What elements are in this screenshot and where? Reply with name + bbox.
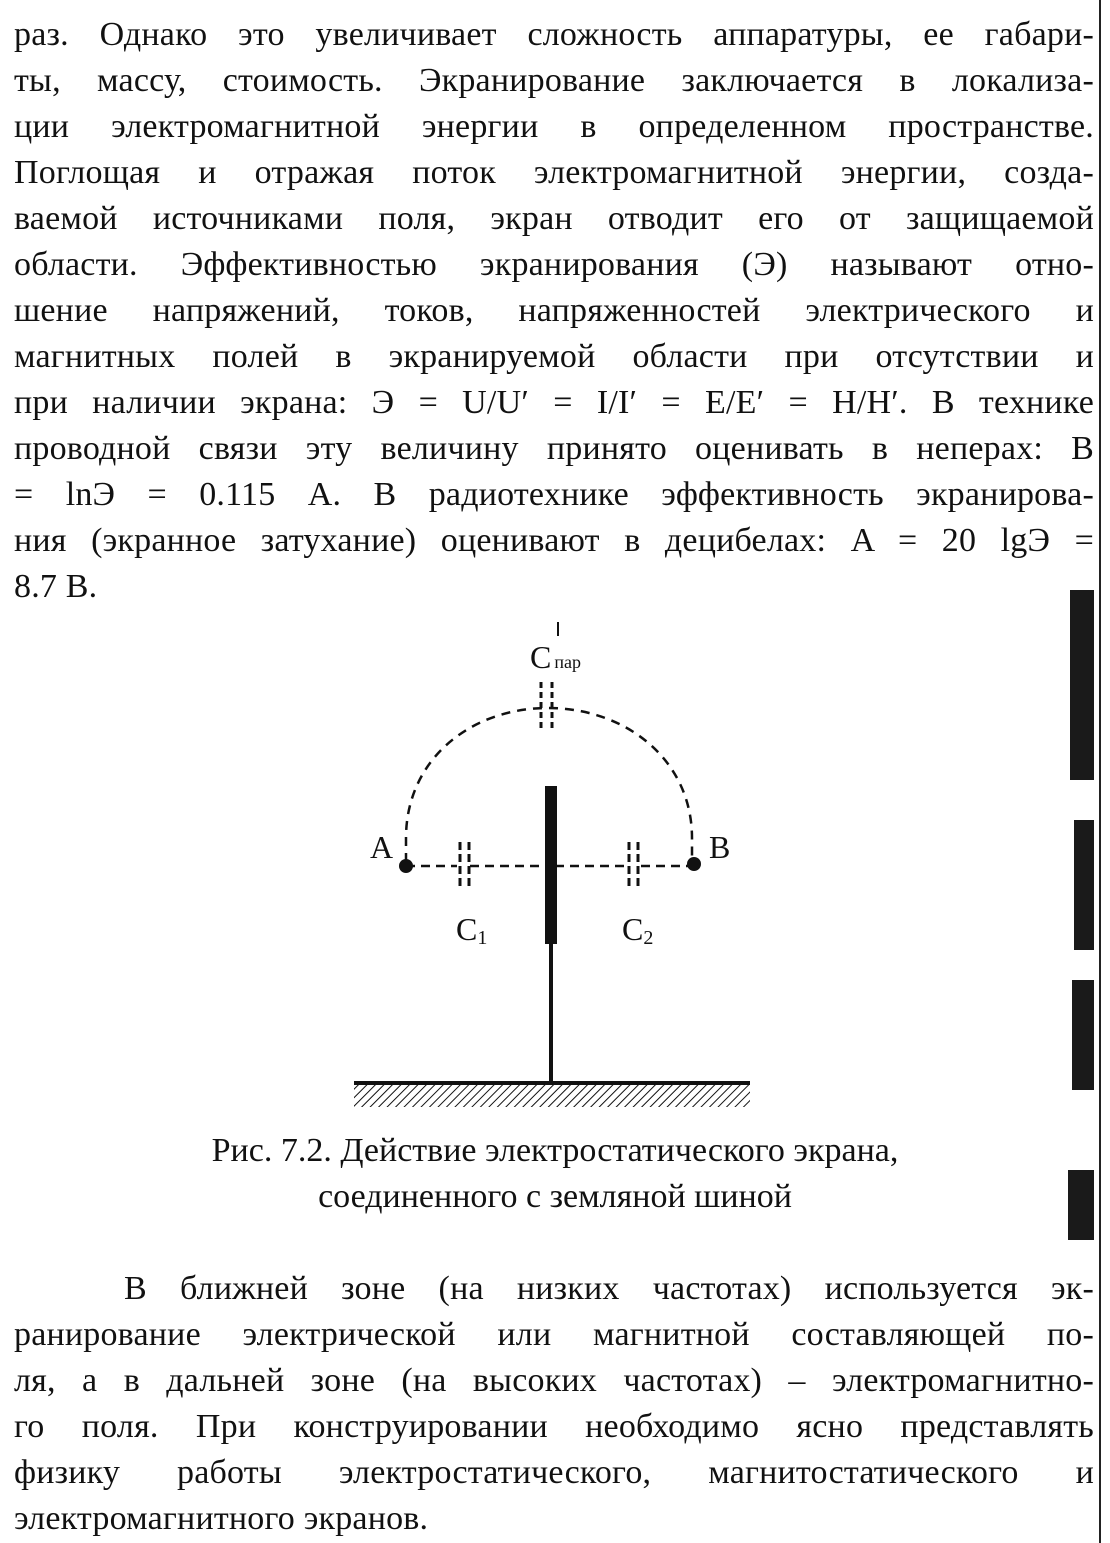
text-line: го поля. При конструировании необходимо ясно представлять <box>14 1408 1094 1445</box>
text-line: 8.7 B. <box>14 568 98 605</box>
text-line: физику работы электростатического, магнитостатического и <box>14 1454 1094 1491</box>
text-line: магнитных полей в экранируемой области при отсутствии и <box>14 338 1094 375</box>
label-a: A <box>370 829 394 865</box>
point-a <box>399 859 413 873</box>
scan-blot <box>1072 980 1094 1090</box>
text-line: электромагнитного экранов. <box>14 1500 429 1537</box>
figure-caption-line: соединенного с земляной шиной <box>318 1178 792 1215</box>
text-line: ранирование электрической или магнитной составляющей по- <box>14 1316 1094 1353</box>
c1-capacitor <box>460 842 469 888</box>
text-line: ты, массу, стоимость. Экранирование заключается в локализа- <box>14 62 1094 99</box>
point-b <box>687 857 701 871</box>
text-line: Поглощая и отражая поток электромагнитной энергии, созда- <box>14 154 1094 191</box>
text-line: раз. Однако это увеличивает сложность аппаратуры, ее габари- <box>14 16 1094 53</box>
text-line: = lnЭ = 0.115 A. В радиотехнике эффективность экранирова- <box>14 476 1094 513</box>
text-line: В ближней зоне (на низких частотах) используется эк- <box>124 1270 1094 1307</box>
ground-bus-hatch <box>354 1085 750 1107</box>
scan-blot <box>1068 1170 1094 1240</box>
scan-blot <box>1074 820 1094 950</box>
label-b: B <box>709 829 731 865</box>
text-line: ваемой источниками поля, экран отводит его от защищаемой <box>14 200 1094 237</box>
c-par-capacitor <box>541 682 552 730</box>
c2-label: C2 <box>622 911 654 949</box>
figure-caption-line: Рис. 7.2. Действие электростатического экрана, <box>211 1132 899 1169</box>
text-line: проводной связи эту величину принято оценивать в неперах: B <box>14 430 1094 467</box>
screen-plate <box>545 786 557 944</box>
text-line: ля, а в дальней зоне (на высоких частотах) – электромагнитно- <box>14 1362 1094 1399</box>
text-line: ции электромагнитной энергии в определенном пространстве. <box>14 108 1094 145</box>
c2-capacitor <box>629 842 638 888</box>
text-line: области. Эффективностью экранирования (Э) называют отно- <box>14 246 1094 283</box>
scan-blot <box>1070 590 1094 780</box>
scan-edge-rule <box>1099 0 1101 1543</box>
c-par-label: Cпар <box>530 639 581 675</box>
electrostatic-screen-diagram <box>0 600 1110 1120</box>
formula-line: при наличии экрана: Э = U/U′ = I/I′ = E/E′ = H/H′. В технике <box>14 384 1094 421</box>
c1-label: C1 <box>456 911 488 949</box>
text-line: шение напряжений, токов, напряженностей электрического и <box>14 292 1094 329</box>
text-line: ния (экранное затухание) оценивают в децибелах: A = 20 lgЭ = <box>14 522 1094 559</box>
